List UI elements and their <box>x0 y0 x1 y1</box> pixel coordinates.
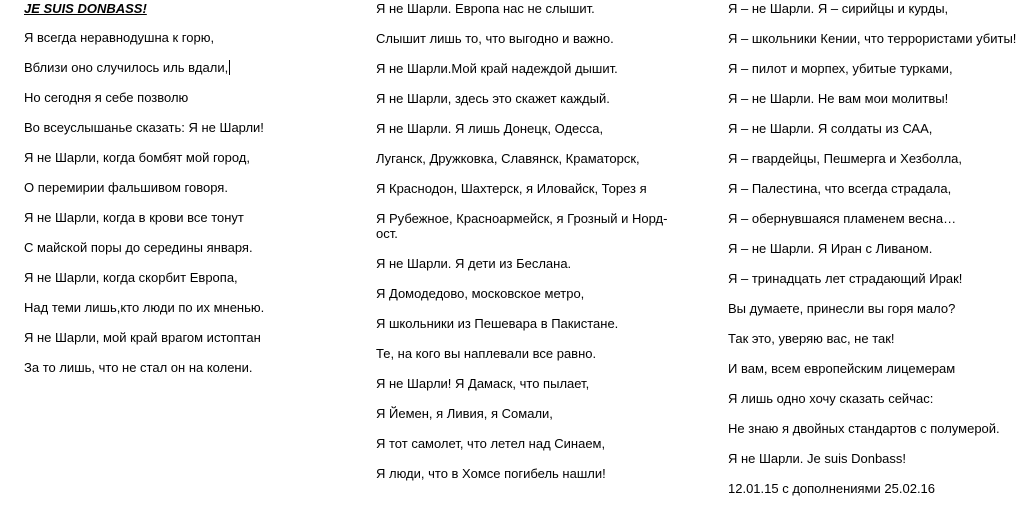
poem-line: Я не Шарли. Я лишь Донецк, Одесса, <box>376 121 604 136</box>
poem-line: Во всеуслышанье сказать: Я не Шарли! <box>24 120 264 135</box>
poem-line: За то лишь, что не стал он на колени. <box>24 360 253 375</box>
poem-line: Я Краснодон, Шахтерск, я Иловайск, Торез я <box>376 181 647 196</box>
poem-line: Я не Шарли, здесь это скажет каждый. <box>376 91 610 106</box>
poem-line: Я – не Шарли. Я Иран с Ливаном. <box>728 241 933 256</box>
poem-line: Я – не Шарли. Не вам мои молитвы! <box>728 91 949 106</box>
poem-line: Я не Шарли. Я дети из Беслана. <box>376 256 572 271</box>
poem-line: Но сегодня я себе позволю <box>24 90 189 105</box>
poem-line: Те, на кого вы наплевали все равно. <box>376 346 597 361</box>
poem-line: Я – школьники Кении, что террористами убиты! <box>728 31 1017 46</box>
poem-line: Над теми лишь,кто люди по их мненью. <box>24 300 265 315</box>
poem-line: Вы думаете, принесли вы горя мало? <box>728 301 956 316</box>
poem-line: Не знаю я двойных стандартов с полумерой. <box>728 421 1000 436</box>
poem-line: Я не Шарли, когда бомбят мой город, <box>24 150 251 165</box>
poem-line: Я – Палестина, что всегда страдала, <box>728 181 952 196</box>
poem-line: Так это, уверяю вас, не так! <box>728 331 895 346</box>
poem-line: Луганск, Дружковка, Славянск, Краматорск, <box>376 151 640 166</box>
poem-line: Я не Шарли, когда скорбит Европа, <box>24 270 238 285</box>
poem-column-1 <box>24 1 354 390</box>
poem-title: JE SUIS DONBASS! <box>24 1 147 16</box>
poem-line: Я не Шарли! Я Дамаск, что пылает, <box>376 376 590 391</box>
poem-line-continuation: ост. <box>376 226 398 241</box>
poem-line: Я тот самолет, что летел над Синаем, <box>376 436 606 451</box>
poem-line: О перемирии фальшивом говоря. <box>24 180 228 195</box>
poem-line: Я лишь одно хочу сказать сейчас: <box>728 391 934 406</box>
poem-line: Я не Шарли, мой край врагом истоптан <box>24 330 261 345</box>
poem-line: Я – не Шарли. Я солдаты из САА, <box>728 121 933 136</box>
poem-line: Я школьники из Пешевара в Пакистане. <box>376 316 619 331</box>
poem-line: Я не Шарли, когда в крови все тонут <box>24 210 244 225</box>
poem-line-text: Вблизи оно случилось иль вдали, <box>24 60 229 75</box>
poem-line: Я не Шарли.Мой край надеждой дышит. <box>376 61 618 76</box>
poem-line: Я Йемен, я Ливия, я Сомали, <box>376 406 553 421</box>
poem-line: Я люди, что в Хомсе погибель нашли! <box>376 466 606 481</box>
poem-line: Я – тринадцать лет страдающий Ирак! <box>728 271 963 286</box>
poem-line: Слышит лишь то, что выгодно и важно. <box>376 31 614 46</box>
text-cursor <box>229 60 230 75</box>
poem-line: Я всегда неравнодушна к горю, <box>24 30 215 45</box>
poem-line: Я – гвардейцы, Пешмерга и Хезболла, <box>728 151 962 166</box>
poem-column-3 <box>728 1 1031 511</box>
poem-line: Я Рубежное, Красноармейск, я Грозный и Норд- <box>376 211 668 226</box>
poem-line: Я не Шарли. Je suis Donbass! <box>728 451 907 466</box>
poem-column-2 <box>376 1 706 496</box>
poem-line: Я не Шарли. Европа нас не слышит. <box>376 1 595 16</box>
poem-line-with-cursor[interactable] <box>24 60 354 75</box>
poem-date-line: 12.01.15 с дополнениями 25.02.16 <box>728 481 936 496</box>
poem-line: Я Домодедово, московское метро, <box>376 286 585 301</box>
poem-line: С майской поры до середины января. <box>24 240 253 255</box>
poem-line: И вам, всем европейским лицемерам <box>728 361 956 376</box>
poem-line: Я – обернувшаяся пламенем весна… <box>728 211 957 226</box>
poem-line: Я – пилот и морпех, убитые турками, <box>728 61 953 76</box>
poem-line: Я – не Шарли. Я – сирийцы и курды, <box>728 1 949 16</box>
